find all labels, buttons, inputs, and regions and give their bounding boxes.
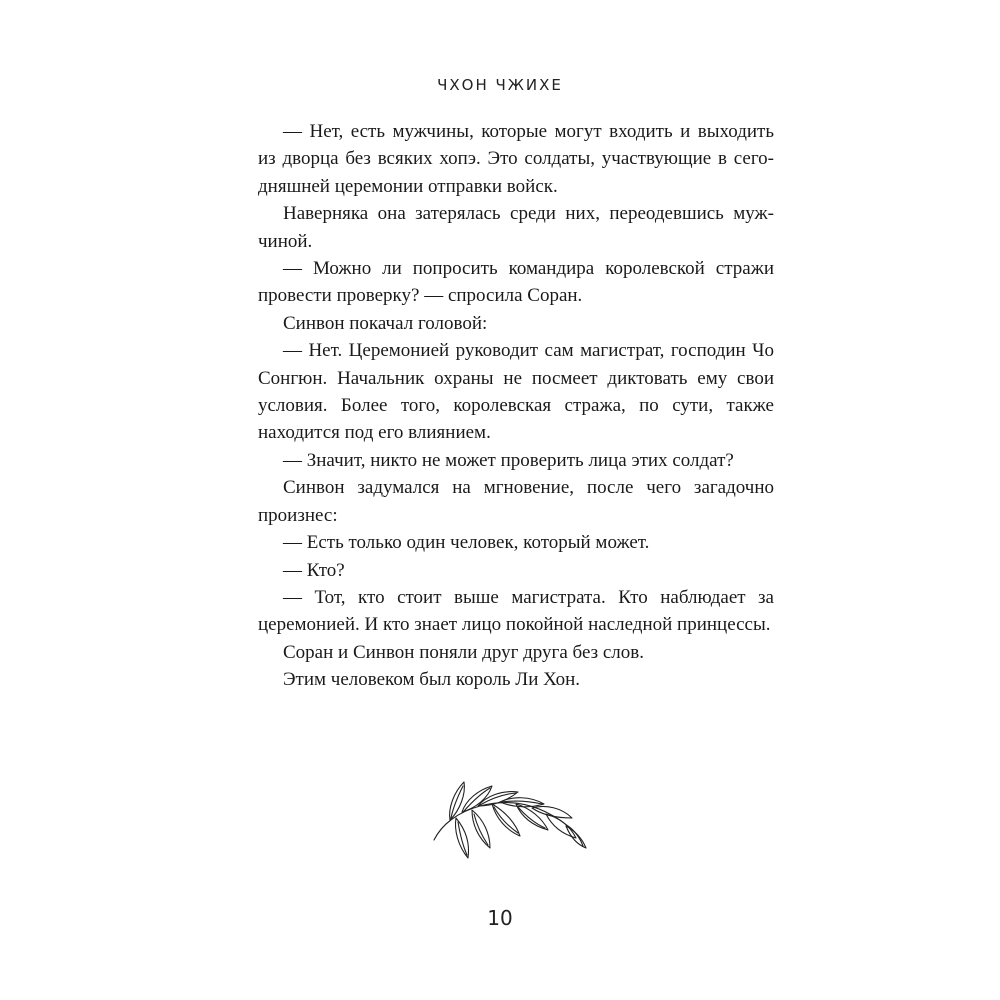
paragraph: — Тот, кто стоит выше магистрата. Кто наблюдает за церемонией. И кто знает лицо покойной наследной принцессы. [258, 586, 774, 636]
paragraph: Соран и Синвон поняли друг друга без слов. [283, 641, 645, 663]
paragraph: Синвон покачал головой: [283, 312, 488, 334]
paragraph: Синвон задумался на мгновение, после чего загадочно произнес: [258, 477, 774, 526]
paragraph: — Кто? [283, 559, 345, 581]
paragraph: Этим человеком был король Ли Хон. [283, 669, 581, 691]
paragraph: — Можно ли попросить командира королевской стражи провести проверку? — спросила Соран. [258, 258, 774, 307]
paragraph: — Значит, никто не может проверить лица этих солдат? [283, 449, 734, 471]
paragraph: — Нет. Церемонией руководит сам магистрат, господин Чо Сонгюн. Начальник охраны не посмеет диктовать ему свои условия. Более того, королевская стража, по сути, также находится под его влиянием. [258, 340, 774, 444]
running-title: ЧХОН ЧЖИХЕ [437, 76, 563, 94]
paragraph: — Нет, есть мужчины, которые могут входить и выходить из дворца без всяких хопэ. Это солдаты, участвующие в сегодняшней церемонии отправки войск. [258, 121, 774, 197]
leaf-branch-icon [420, 768, 590, 868]
paragraph: Наверняка она затерялась среди них, переодевшись мужчиной. [258, 203, 774, 252]
page-number: 10 [487, 906, 513, 930]
body-text [258, 118, 774, 694]
paragraph: — Есть только один человек, который может. [283, 532, 650, 554]
